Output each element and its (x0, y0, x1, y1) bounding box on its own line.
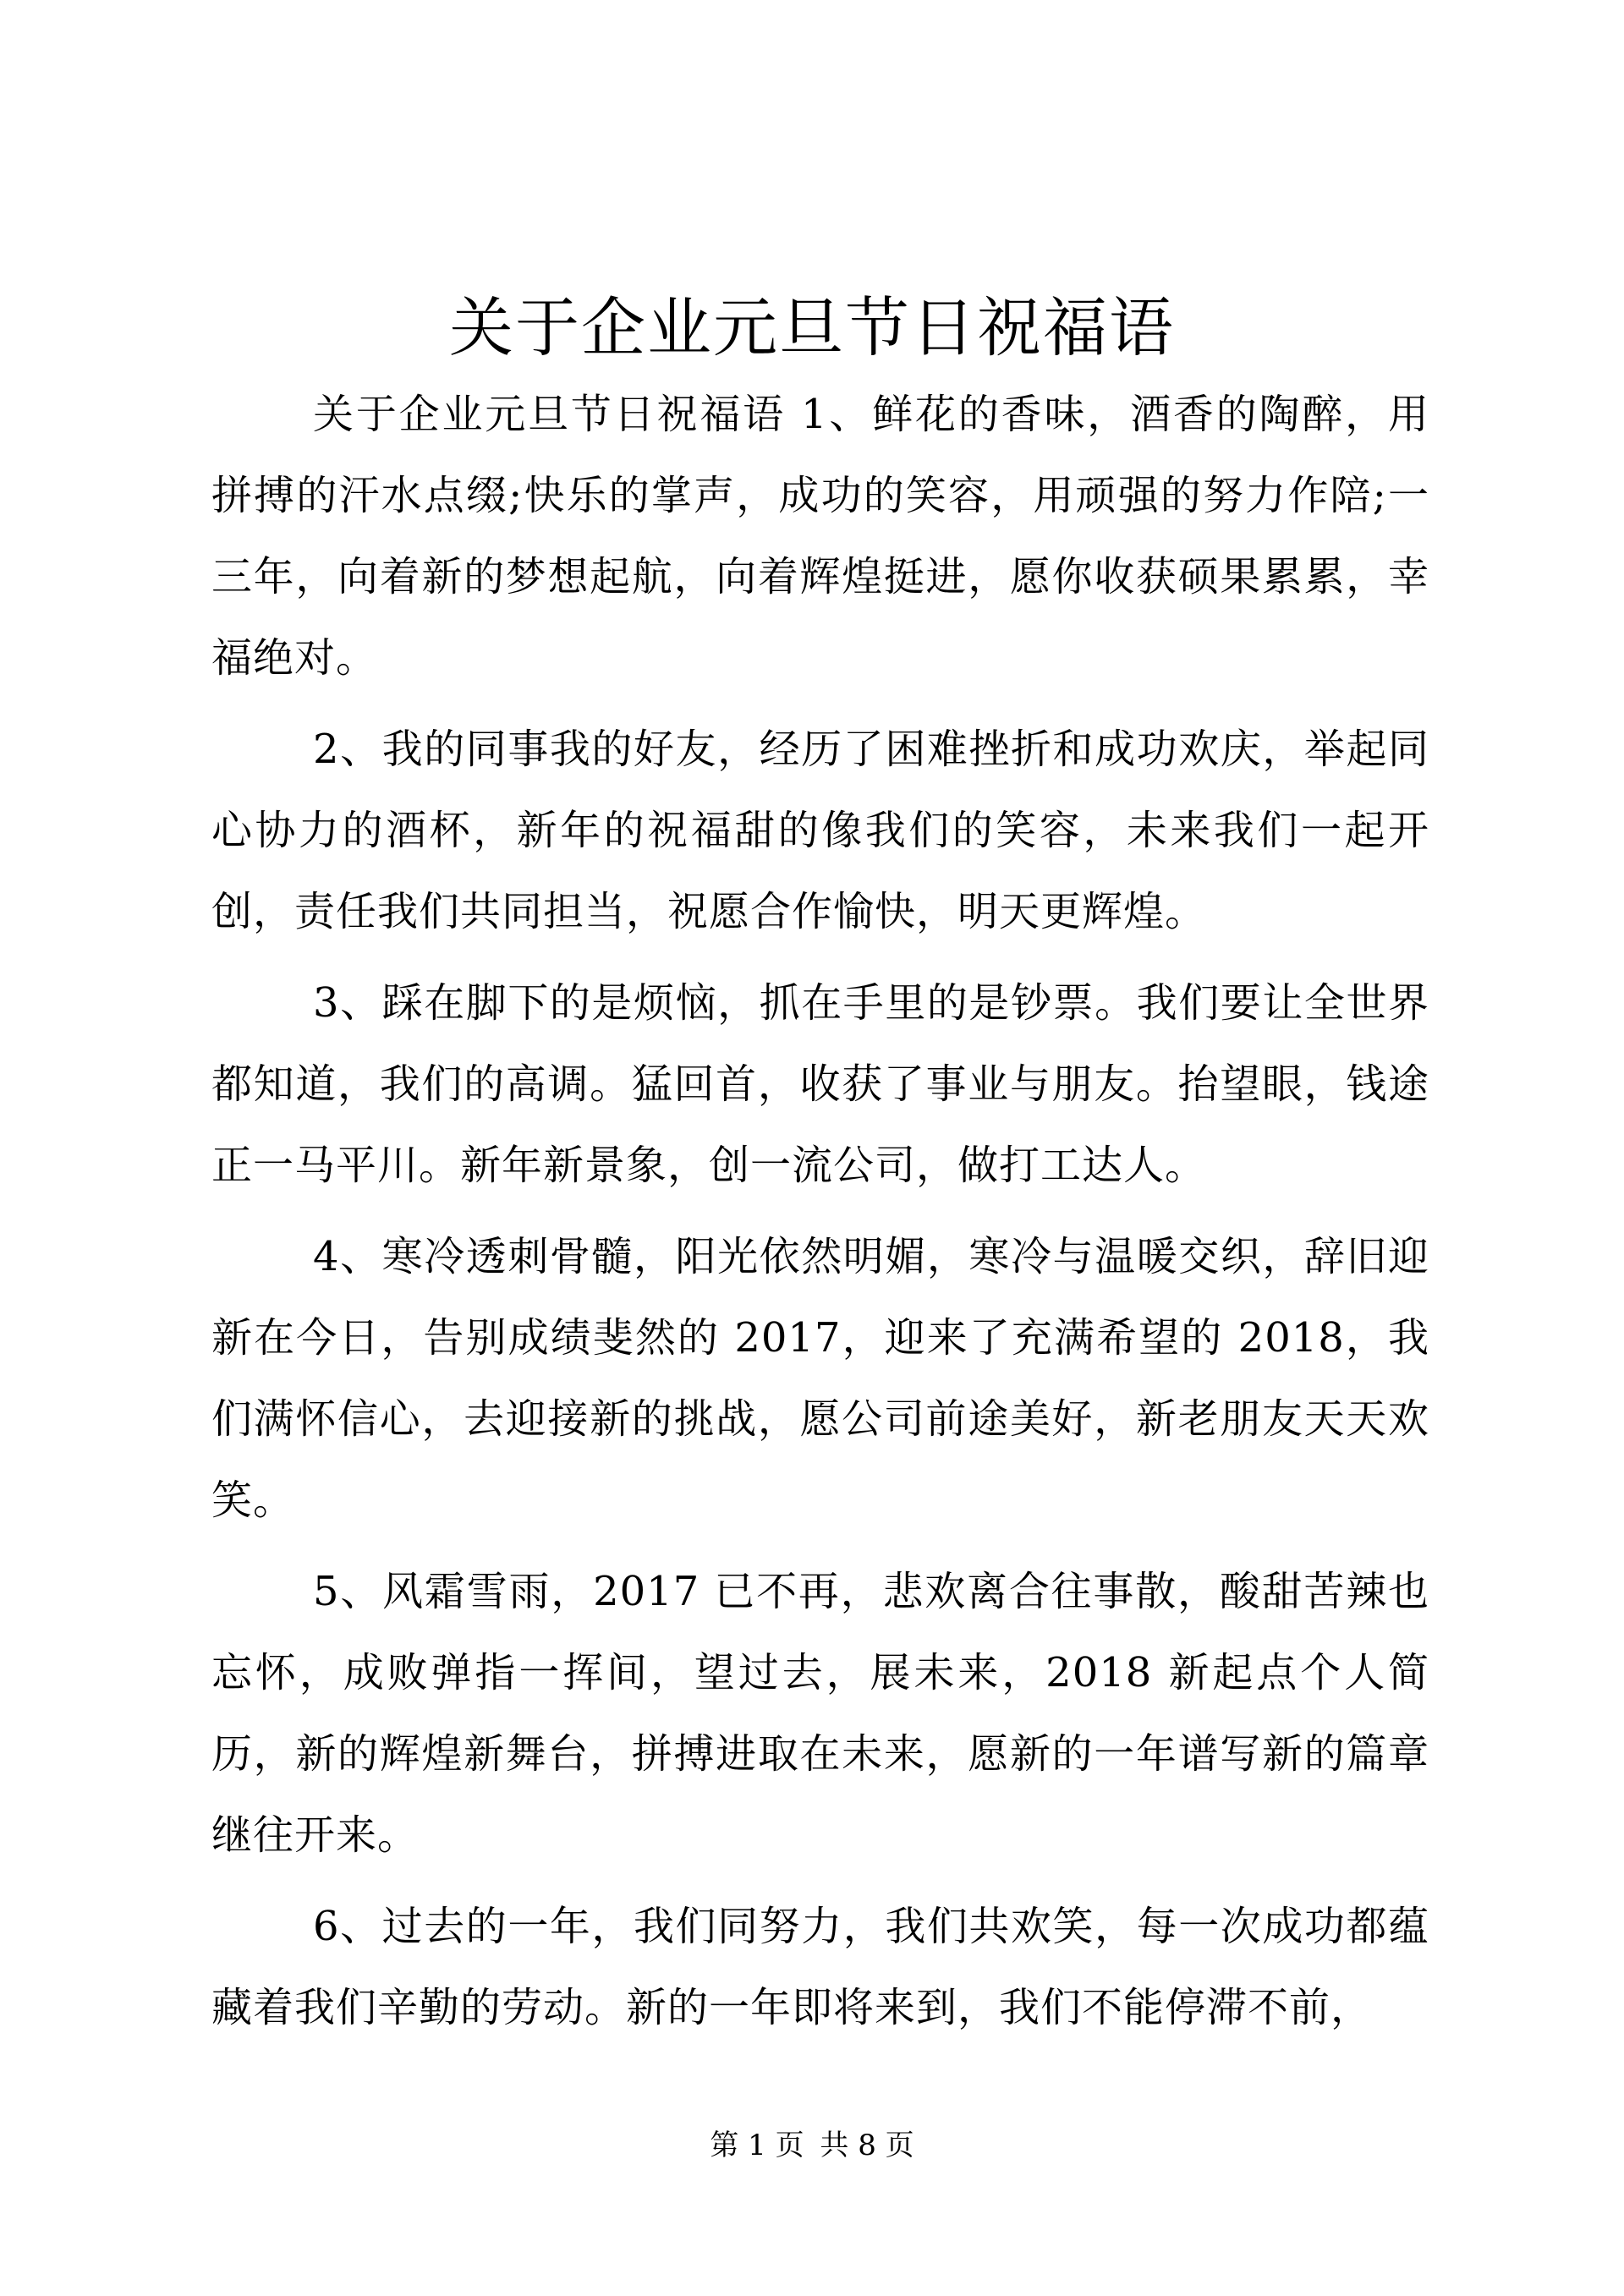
page-footer (0, 2124, 1624, 2167)
paragraph: 5、风霜雪雨，2017 已不再，悲欢离合往事散，酸甜苦辣也忘怀，成败弹指一挥间，望过去，展未来，2018 新起点个人简历，新的辉煌新舞台，拼搏进取在未来，愿新的一年谱写新的篇章继往开来。 (211, 1568, 1429, 1859)
paragraph: 关于企业元旦节日祝福语 1、鲜花的香味，酒香的陶醉，用拼搏的汗水点缀;快乐的掌声，成功的笑容，用顽强的努力作陪;一三年，向着新的梦想起航，向着辉煌挺进，愿你收获硕果累累，幸福绝对。 (211, 391, 1429, 682)
page-number: 第 1 页 (710, 2129, 804, 2162)
paragraph: 6、过去的一年，我们同努力，我们共欢笑，每一次成功都蕴藏着我们辛勤的劳动。新的一年即将来到，我们不能停滞不前， (211, 1903, 1429, 2031)
paragraph: 4、寒冷透刺骨髓，阳光依然明媚，寒冷与温暖交织，辞旧迎新在今日，告别成绩斐然的 2017，迎来了充满希望的 2018，我们满怀信心，去迎接新的挑战，愿公司前途美好，新老朋友天天欢笑。 (211, 1233, 1429, 1524)
page-total: 共 8 页 (820, 2129, 914, 2162)
paragraph: 2、我的同事我的好友，经历了困难挫折和成功欢庆，举起同心协力的酒杯，新年的祝福甜的像我们的笑容，未来我们一起开创，责任我们共同担当，祝愿合作愉快，明天更辉煌。 (211, 726, 1429, 935)
paragraph: 3、踩在脚下的是烦恼，抓在手里的是钞票。我们要让全世界都知道，我们的高调。猛回首，收获了事业与朋友。抬望眼，钱途正一马平川。新年新景象，创一流公司，做打工达人。 (211, 979, 1429, 1189)
page-title: 关于企业元旦节日祝福语 (449, 290, 1175, 365)
document-body (211, 374, 1429, 2058)
